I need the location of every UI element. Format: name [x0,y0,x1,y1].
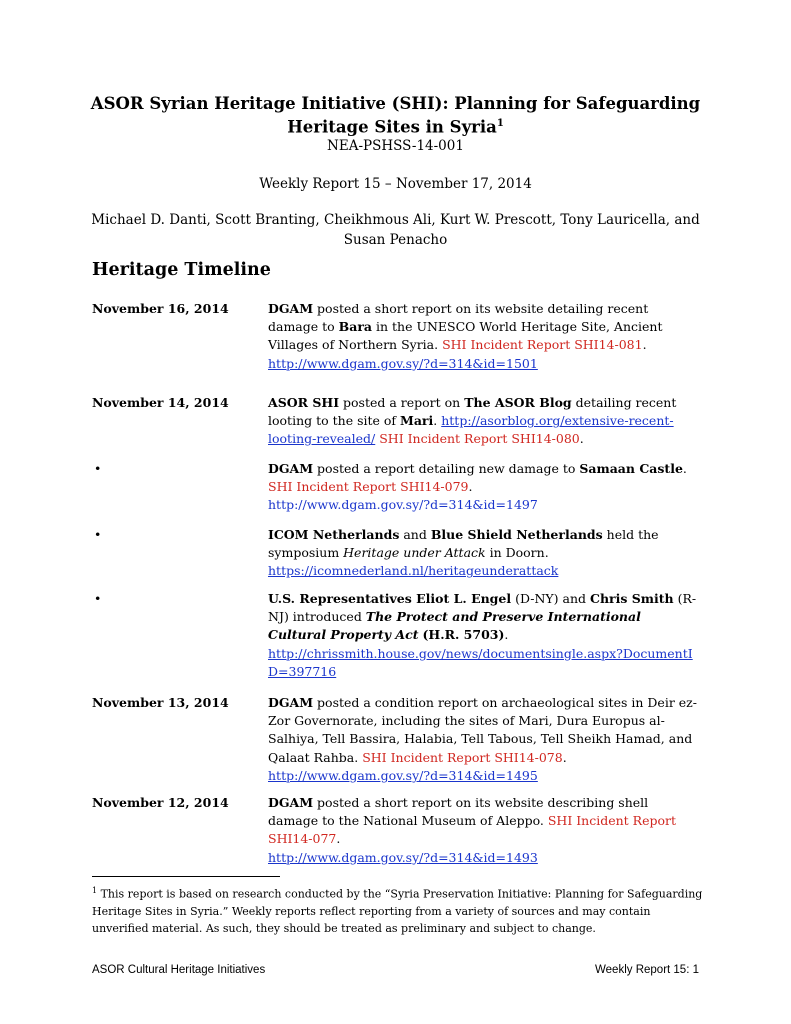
entry-text: . [468,479,473,495]
entry-body [268,794,702,867]
grant-code: NEA-PSHSS-14-001 [327,138,464,154]
incident-report-ref: SHI Incident Report SHI14-079 [268,479,469,495]
entry-text: posted a short report on its website detailing recent damage to [268,301,649,335]
entry-body [268,590,702,681]
org-name: DGAM [268,301,314,316]
footnote-divider [92,876,280,877]
entry-text: . [562,749,567,765]
entry-text: held the symposium [268,527,659,561]
incident-report-ref: SHI Incident Report SHI14-078 [362,749,563,765]
footnote [92,882,704,937]
timeline-entry [92,394,702,460]
bullet-marker: • [94,527,102,542]
footer-page-number: Weekly Report 15: 1 [595,964,699,976]
entry-text: posted a report detailing new damage to [313,461,580,476]
incident-report-ref: SHI Incident Report SHI14-080 [379,431,580,447]
source-link[interactable]: http://chrissmith.house.gov/news/documentsingle.aspx?DocumentID=397716 [268,645,693,679]
entry-text: (R-NJ) introduced [268,591,697,625]
source-link[interactable]: https://icomnederland.nl/heritageunderattack [268,563,559,579]
entry-text: . [336,831,341,847]
org-name: Blue Shield Netherlands [430,527,603,542]
footnote-text: This report is based on research conducted by the “Syria Preservation Initiative: Planning for Safeguarding Heritage Sites in Syria.” Weekly reports reflect reporting from a variety of sources and may contain unverified material. As such, they should be treated as preliminary and subject to change. [92,887,703,935]
entry-text: . [433,413,442,429]
timeline-list [92,300,702,865]
authors-line-1: Michael D. Danti, Scott Branting, Cheikhmous Ali, Kurt W. Prescott, Tony Lauricella, and [91,212,700,228]
entry-body [268,694,702,785]
org-name: DGAM [268,695,314,710]
site-name: Mari [400,413,434,429]
org-name: ICOM Netherlands [268,527,400,542]
entry-text: in Doorn. [485,545,549,561]
blog-name: The ASOR Blog [464,395,572,410]
entry-text: . [682,461,687,476]
entry-text: posted a condition report on archaeological sites in Deir ez-Zor Governorate, including the sites of Mari, Dura Europus al-Salhiya, Tell Bassira, Halabia, Tell Tabous, Tell Sheikh Hamad, and Qalaat Rahba. [268,695,697,765]
timeline-entry [92,460,702,526]
entry-text: . [579,431,584,447]
site-name: Bara [338,319,373,335]
entry-body [268,526,702,581]
org-name: DGAM [268,461,314,476]
timeline-entry [92,300,702,394]
entry-date: November 12, 2014 [92,795,229,810]
authors-line-2: Susan Penacho [343,232,448,248]
person-name: U.S. Representatives Eliot L. Engel [268,591,512,606]
org-name: ASOR SHI [268,395,340,410]
bullet-marker: • [94,591,102,606]
report-title [80,94,711,138]
site-name: Samaan Castle [579,461,683,476]
timeline-entry [92,590,702,694]
entry-text: posted a short report on its website describing shell damage to the National Museum of Aleppo. [268,795,649,829]
source-link[interactable]: http://www.dgam.gov.sy/?d=314&id=1501 [268,355,538,371]
source-url[interactable]: http://www.dgam.gov.sy/?d=314&id=1497 [268,497,538,513]
source-link[interactable]: http://www.dgam.gov.sy/?d=314&id=1495 [268,767,538,783]
org-name: DGAM [268,795,314,810]
entry-text: . [504,627,509,643]
entry-text: (D-NY) and [511,591,590,606]
incident-report-ref: SHI Incident Report SHI14-077 [268,813,677,847]
timeline-entry [92,526,702,590]
section-heading: Heritage Timeline [92,260,271,280]
entry-date: November 13, 2014 [92,695,229,710]
incident-report-ref: SHI Incident Report SHI14-081 [442,337,643,353]
entry-text: and [399,527,431,542]
authors [80,210,711,250]
entry-body [268,300,702,373]
entry-text: detailing recent looting to the site of [268,395,677,429]
timeline-entry [92,794,702,865]
entry-body [268,394,702,449]
entry-text: in the UNESCO World Heritage Site, Ancient Villages of Northern Syria. [268,319,663,353]
entry-body [268,460,702,515]
title-line-1: ASOR Syrian Heritage Initiative (SHI): Planning for Safeguarding [90,94,701,113]
timeline-entry [92,694,702,794]
entry-text: . [642,337,647,353]
entry-text: posted a report on [339,395,465,410]
event-title: Heritage under Attack [343,545,486,561]
footer-org: ASOR Cultural Heritage Initiatives [92,964,266,976]
report-date-line: Weekly Report 15 – November 17, 2014 [259,176,532,192]
bullet-marker: • [94,461,102,476]
bill-number: (H.R. 5703) [422,627,505,643]
source-link[interactable]: http://www.dgam.gov.sy/?d=314&id=1493 [268,849,538,865]
footnote-number: 1 [92,886,98,895]
person-name: Chris Smith [590,591,674,606]
bill-title: The Protect and Preserve International Cultural Property Act [268,609,641,643]
title-footnote-ref[interactable]: 1 [496,118,504,129]
source-link[interactable]: http://asorblog.org/extensive-recent-looting-revealed/ [268,413,674,447]
entry-date: November 16, 2014 [92,301,229,316]
title-line-2: Heritage Sites in Syria [287,117,497,137]
entry-date: November 14, 2014 [92,395,229,410]
